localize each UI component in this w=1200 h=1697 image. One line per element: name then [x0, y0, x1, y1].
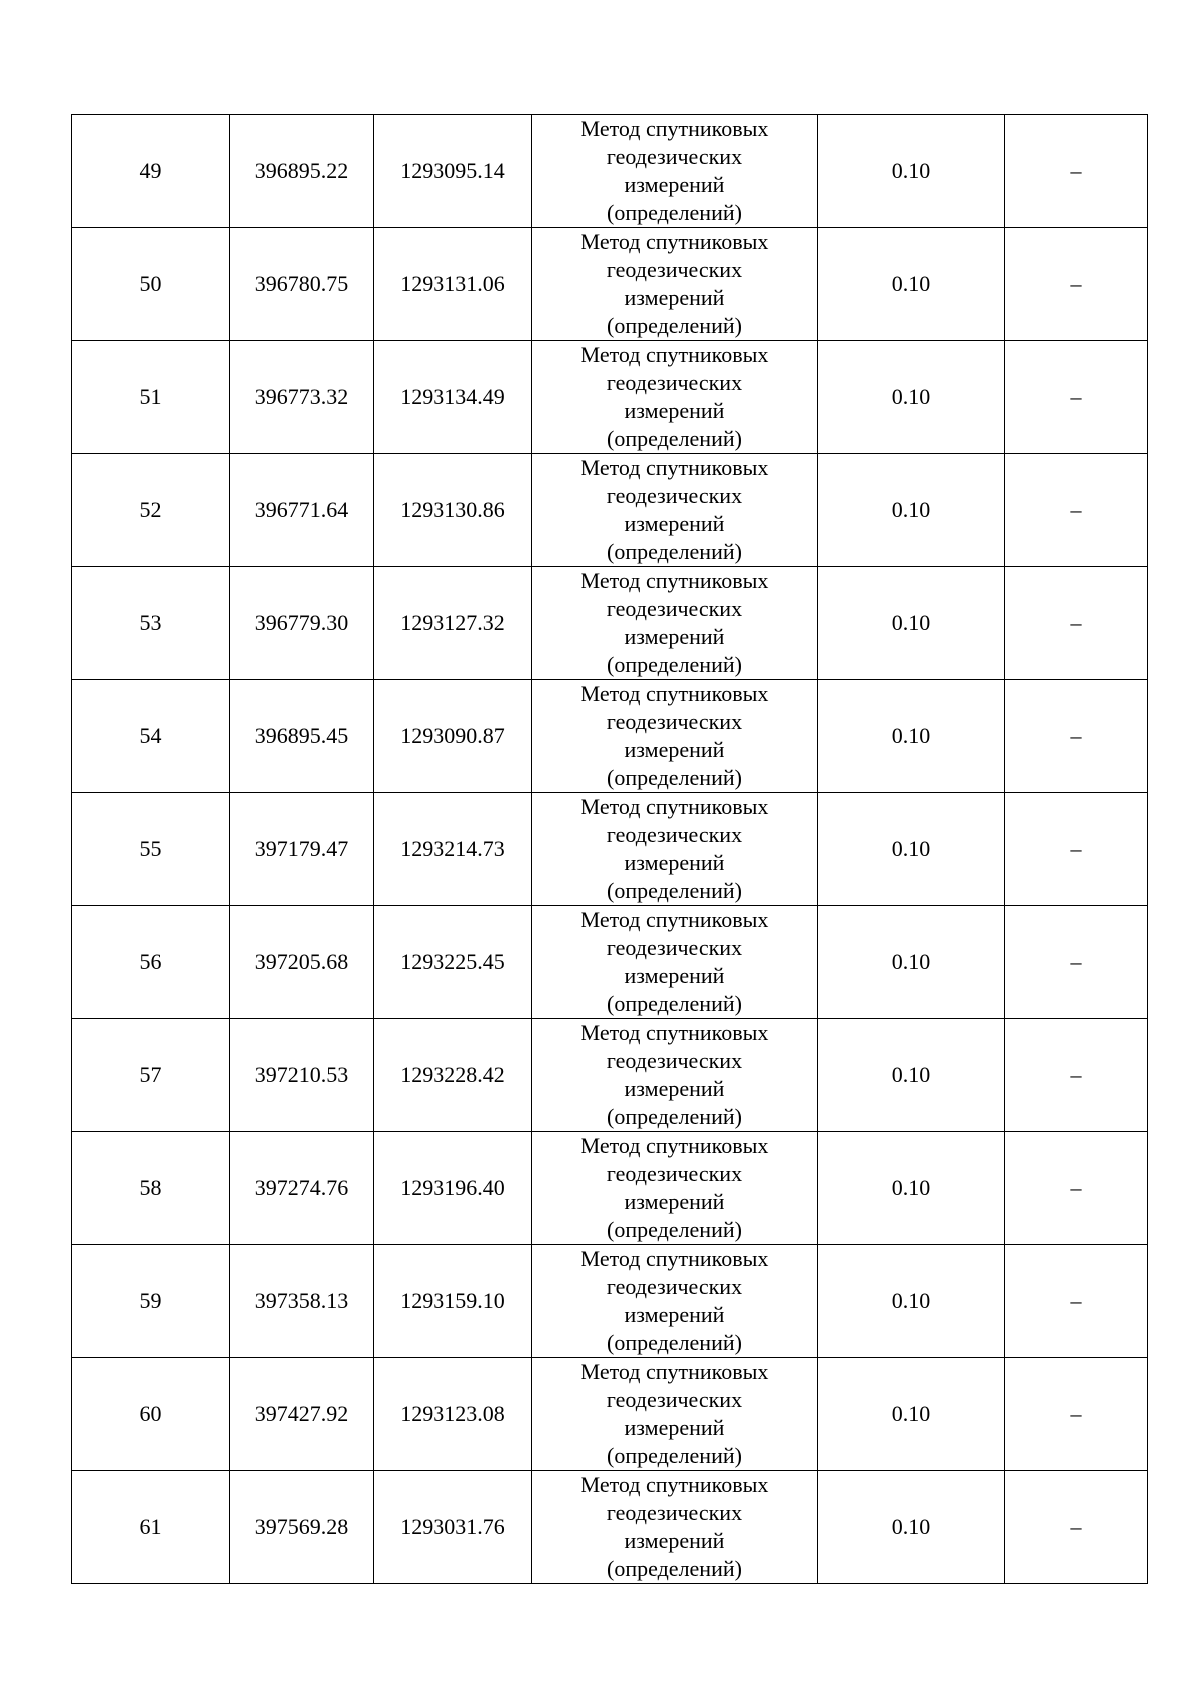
table-row [72, 1358, 1148, 1471]
description-cell: – [1005, 1019, 1148, 1132]
description-cell: – [1005, 567, 1148, 680]
point-number-cell: 54 [72, 680, 230, 793]
description-cell: – [1005, 1132, 1148, 1245]
method-cell: Метод спутниковых геодезических измерений (определений) [532, 115, 818, 228]
description-cell: – [1005, 228, 1148, 341]
y-coordinate-cell: 1293228.42 [374, 1019, 532, 1132]
description-cell: – [1005, 341, 1148, 454]
method-cell: Метод спутниковых геодезических измерений (определений) [532, 341, 818, 454]
point-number-cell: 60 [72, 1358, 230, 1471]
table-row [72, 1019, 1148, 1132]
accuracy-cell: 0.10 [818, 906, 1005, 1019]
accuracy-cell: 0.10 [818, 1245, 1005, 1358]
table-row [72, 567, 1148, 680]
method-cell: Метод спутниковых геодезических измерений (определений) [532, 1358, 818, 1471]
accuracy-cell: 0.10 [818, 680, 1005, 793]
description-cell: – [1005, 680, 1148, 793]
accuracy-cell: 0.10 [818, 341, 1005, 454]
method-cell: Метод спутниковых геодезических измерений (определений) [532, 1471, 818, 1584]
accuracy-cell: 0.10 [818, 1132, 1005, 1245]
method-cell: Метод спутниковых геодезических измерений (определений) [532, 1132, 818, 1245]
y-coordinate-cell: 1293031.76 [374, 1471, 532, 1584]
point-number-cell: 61 [72, 1471, 230, 1584]
method-cell: Метод спутниковых геодезических измерений (определений) [532, 454, 818, 567]
y-coordinate-cell: 1293134.49 [374, 341, 532, 454]
method-cell: Метод спутниковых геодезических измерений (определений) [532, 906, 818, 1019]
method-cell: Метод спутниковых геодезических измерений (определений) [532, 228, 818, 341]
x-coordinate-cell: 396895.22 [230, 115, 374, 228]
y-coordinate-cell: 1293123.08 [374, 1358, 532, 1471]
point-number-cell: 50 [72, 228, 230, 341]
coordinates-table-body [72, 115, 1148, 1584]
accuracy-cell: 0.10 [818, 115, 1005, 228]
x-coordinate-cell: 397274.76 [230, 1132, 374, 1245]
description-cell: – [1005, 1471, 1148, 1584]
table-row [72, 1132, 1148, 1245]
y-coordinate-cell: 1293127.32 [374, 567, 532, 680]
method-cell: Метод спутниковых геодезических измерений (определений) [532, 1019, 818, 1132]
y-coordinate-cell: 1293095.14 [374, 115, 532, 228]
table-row [72, 341, 1148, 454]
table-row [72, 906, 1148, 1019]
x-coordinate-cell: 396895.45 [230, 680, 374, 793]
table-row [72, 454, 1148, 567]
y-coordinate-cell: 1293196.40 [374, 1132, 532, 1245]
table-row [72, 1471, 1148, 1584]
description-cell: – [1005, 1358, 1148, 1471]
point-number-cell: 52 [72, 454, 230, 567]
point-number-cell: 51 [72, 341, 230, 454]
table-row [72, 228, 1148, 341]
method-cell: Метод спутниковых геодезических измерений (определений) [532, 680, 818, 793]
accuracy-cell: 0.10 [818, 1019, 1005, 1132]
coordinates-table [71, 114, 1148, 1584]
point-number-cell: 53 [72, 567, 230, 680]
table-row [72, 793, 1148, 906]
x-coordinate-cell: 397179.47 [230, 793, 374, 906]
x-coordinate-cell: 397569.28 [230, 1471, 374, 1584]
point-number-cell: 58 [72, 1132, 230, 1245]
point-number-cell: 49 [72, 115, 230, 228]
point-number-cell: 59 [72, 1245, 230, 1358]
accuracy-cell: 0.10 [818, 793, 1005, 906]
x-coordinate-cell: 397205.68 [230, 906, 374, 1019]
accuracy-cell: 0.10 [818, 1358, 1005, 1471]
point-number-cell: 55 [72, 793, 230, 906]
table-row [72, 1245, 1148, 1358]
description-cell: – [1005, 906, 1148, 1019]
description-cell: – [1005, 793, 1148, 906]
accuracy-cell: 0.10 [818, 567, 1005, 680]
accuracy-cell: 0.10 [818, 1471, 1005, 1584]
point-number-cell: 57 [72, 1019, 230, 1132]
method-cell: Метод спутниковых геодезических измерений (определений) [532, 1245, 818, 1358]
method-cell: Метод спутниковых геодезических измерений (определений) [532, 793, 818, 906]
table-row [72, 680, 1148, 793]
x-coordinate-cell: 396773.32 [230, 341, 374, 454]
description-cell: – [1005, 454, 1148, 567]
y-coordinate-cell: 1293214.73 [374, 793, 532, 906]
y-coordinate-cell: 1293090.87 [374, 680, 532, 793]
x-coordinate-cell: 397358.13 [230, 1245, 374, 1358]
x-coordinate-cell: 397427.92 [230, 1358, 374, 1471]
point-number-cell: 56 [72, 906, 230, 1019]
y-coordinate-cell: 1293225.45 [374, 906, 532, 1019]
accuracy-cell: 0.10 [818, 228, 1005, 341]
y-coordinate-cell: 1293130.86 [374, 454, 532, 567]
accuracy-cell: 0.10 [818, 454, 1005, 567]
description-cell: – [1005, 1245, 1148, 1358]
description-cell: – [1005, 115, 1148, 228]
x-coordinate-cell: 397210.53 [230, 1019, 374, 1132]
x-coordinate-cell: 396771.64 [230, 454, 374, 567]
method-cell: Метод спутниковых геодезических измерений (определений) [532, 567, 818, 680]
x-coordinate-cell: 396780.75 [230, 228, 374, 341]
x-coordinate-cell: 396779.30 [230, 567, 374, 680]
y-coordinate-cell: 1293131.06 [374, 228, 532, 341]
table-row [72, 115, 1148, 228]
y-coordinate-cell: 1293159.10 [374, 1245, 532, 1358]
